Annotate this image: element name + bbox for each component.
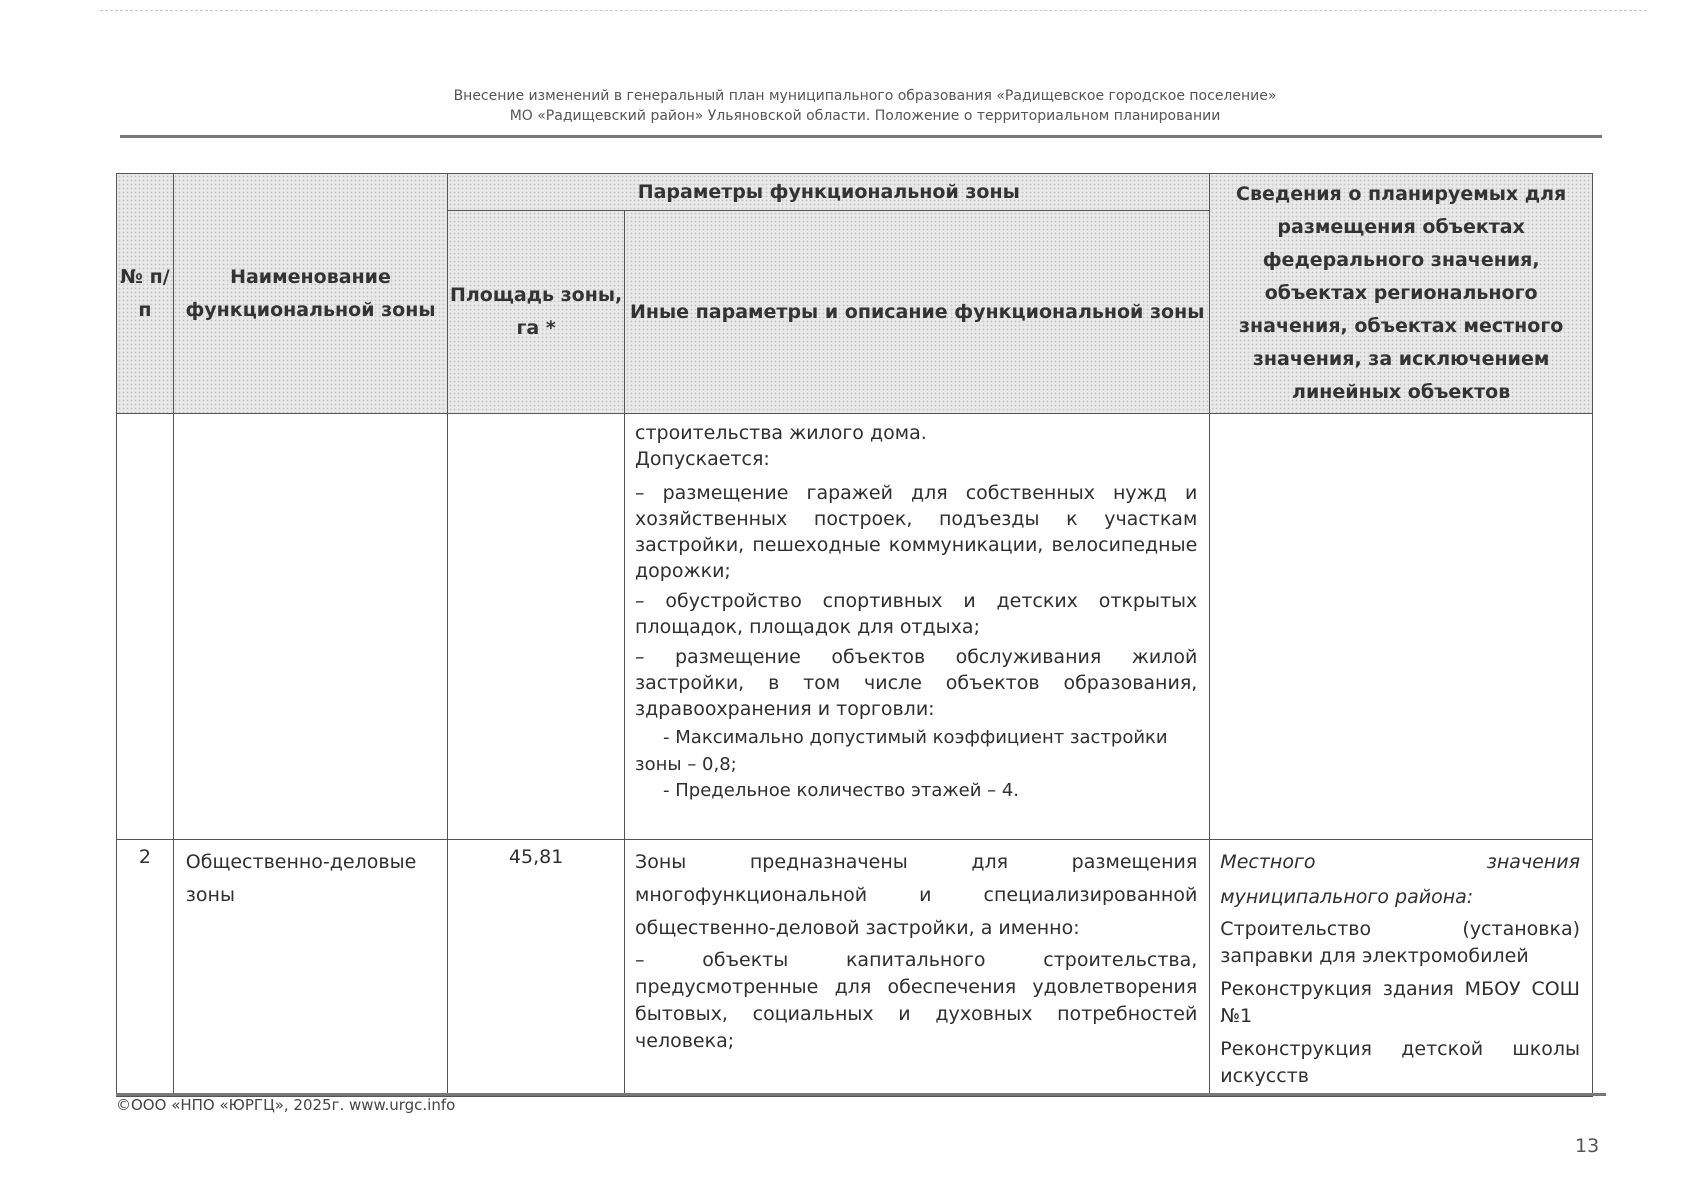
header-line-2: МО «Радищевский район» Ульяновской области. Положение о территориальном планировании	[509, 108, 1221, 124]
description-paragraph: – размещение объектов обслуживания жилой застройки, в том числе объектов образования, здравоохранения и торговли:	[635, 646, 1198, 720]
header-number: № п/п	[117, 174, 174, 414]
description-paragraph: Зоны предназначены для размещения многофункциональной и специализированной общественно-деловой застройки, а именно:	[635, 851, 1198, 939]
scan-edge-line	[100, 10, 1647, 11]
table-row	[117, 414, 1593, 840]
footer-copyright: ©ООО «НПО «ЮРГЦ», 2025г. www.urgc.info	[116, 1096, 456, 1114]
header-area: Площадь зоны, га *	[448, 211, 625, 414]
table-row	[117, 840, 1593, 1097]
header-zone-name: Наименование функциональной зоны	[173, 174, 447, 414]
description-paragraph: строительства жилого дома.	[635, 422, 927, 444]
description-paragraph: - Предельное количество этажей – 4.	[663, 780, 1020, 801]
cell-description	[625, 414, 1210, 840]
cell-planned-objects	[1210, 840, 1593, 1097]
header-rule	[120, 135, 1602, 138]
description-paragraph: – объекты капитального строительства, предусмотренные для обеспечения удовлетворения бытовых, социальных и духовных потребностей человека;	[635, 949, 1198, 1052]
header-planned-objects: Сведения о планируемых для размещения объектах федерального значения, объектах регионального значения, объектах местного значения, за исключением линейных объектов	[1210, 174, 1593, 414]
functional-zones-table	[116, 173, 1593, 1097]
header-other-params: Иные параметры и описание функциональной зоны	[625, 211, 1210, 414]
planned-object-item: Реконструкция здания МБОУ СОШ №1	[1220, 978, 1580, 1027]
description-paragraph: – размещение гаражей для собственных нужд и хозяйственных построек, подъезды к участкам застройки, пешеходные коммуникации, велосипедные дорожки;	[635, 482, 1198, 582]
document-header	[120, 86, 1610, 126]
description-paragraph: зоны – 0,8;	[635, 754, 737, 775]
header-parameters: Параметры функциональной зоны	[448, 174, 1210, 211]
page-number: 13	[1575, 1135, 1600, 1157]
header-line-1: Внесение изменений в генеральный план муниципального образования «Радищевское городское поселение»	[453, 88, 1277, 104]
cell-planned-objects	[1210, 414, 1593, 840]
cell-area	[448, 414, 625, 840]
description-paragraph: - Максимально допустимый коэффициент застройки	[663, 727, 1168, 748]
cell-area: 45,81	[448, 840, 625, 1097]
planned-objects-heading: муниципального района:	[1220, 886, 1474, 908]
planned-objects-heading: Местного значения	[1220, 851, 1580, 873]
cell-number: 2	[117, 840, 174, 1097]
header-row	[117, 174, 1593, 211]
description-paragraph: – обустройство спортивных и детских открытых площадок, площадок для отдыха;	[635, 590, 1198, 638]
cell-description	[625, 840, 1210, 1097]
cell-number	[117, 414, 174, 840]
cell-zone-name	[173, 414, 447, 840]
cell-zone-name: Общественно-деловые зоны	[173, 840, 447, 1097]
planned-object-item: Реконструкция детской школы искусств	[1220, 1038, 1580, 1087]
description-paragraph: Допускается:	[635, 448, 770, 470]
planned-object-item: Строительство (установка) заправки для электромобилей	[1220, 918, 1580, 967]
